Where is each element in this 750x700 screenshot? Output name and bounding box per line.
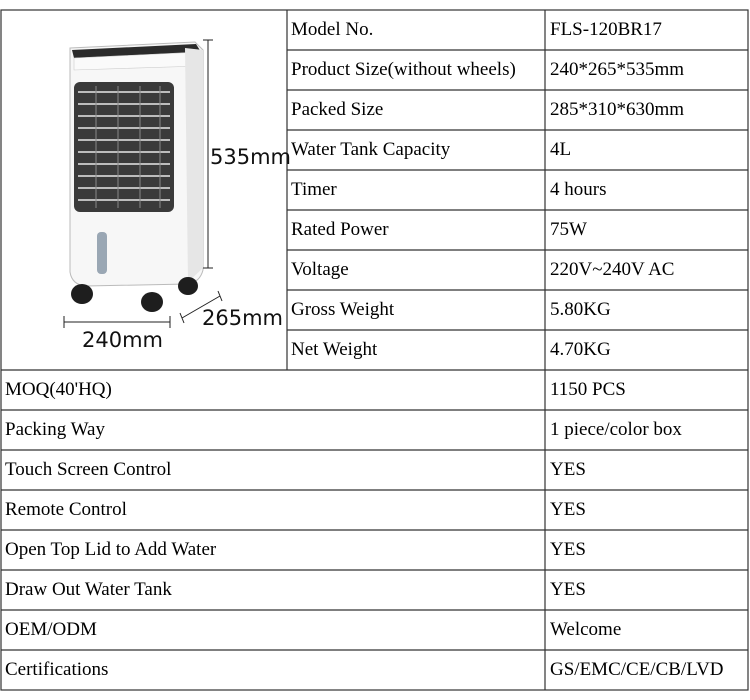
spec-label-tank: Water Tank Capacity	[291, 139, 451, 160]
spec-label-power: Rated Power	[291, 219, 389, 240]
feature-value-oem: Welcome	[550, 619, 622, 640]
spec-value-voltage: 220V~240V AC	[550, 259, 675, 280]
feature-value-tank: YES	[550, 579, 586, 600]
feature-label-moq: MOQ(40'HQ)	[5, 379, 112, 400]
feature-value-remote: YES	[550, 499, 586, 520]
spec-value-packed-size: 285*310*630mm	[550, 99, 685, 120]
feature-label-touch: Touch Screen Control	[5, 459, 172, 480]
spec-value-net-weight: 4.70KG	[550, 339, 611, 360]
feature-value-top-lid: YES	[550, 539, 586, 560]
feature-value-certifications: GS/EMC/CE/CB/LVD	[550, 659, 724, 680]
spec-value-power: 75W	[550, 219, 587, 240]
height-label: 535mm	[210, 145, 291, 169]
feature-label-certifications: Certifications	[5, 659, 109, 680]
spec-label-net-weight: Net Weight	[291, 339, 378, 360]
feature-label-packing: Packing Way	[5, 419, 105, 440]
feature-label-tank: Draw Out Water Tank	[5, 579, 172, 600]
spec-label-gross-weight: Gross Weight	[291, 299, 395, 320]
feature-value-touch: YES	[550, 459, 586, 480]
spec-label-packed-size: Packed Size	[291, 99, 384, 120]
width-label: 240mm	[82, 328, 163, 352]
spec-value-model: FLS-120BR17	[550, 19, 662, 40]
feature-label-remote: Remote Control	[5, 499, 127, 520]
spec-label-product-size: Product Size(without wheels)	[291, 59, 516, 80]
feature-value-packing: 1 piece/color box	[550, 419, 682, 440]
feature-label-oem: OEM/ODM	[5, 619, 97, 640]
spec-value-product-size: 240*265*535mm	[550, 59, 685, 80]
spec-value-tank: 4L	[550, 139, 572, 160]
spec-label-voltage: Voltage	[291, 259, 349, 280]
product-image	[0, 0, 291, 369]
feature-label-top-lid: Open Top Lid to Add Water	[5, 539, 217, 560]
spec-value-timer: 4 hours	[550, 179, 607, 200]
spec-value-gross-weight: 5.80KG	[550, 299, 611, 320]
depth-label: 265mm	[202, 306, 283, 330]
feature-value-moq: 1150 PCS	[550, 379, 626, 400]
spec-label-timer: Timer	[291, 179, 337, 200]
spec-label-model: Model No.	[291, 19, 374, 40]
